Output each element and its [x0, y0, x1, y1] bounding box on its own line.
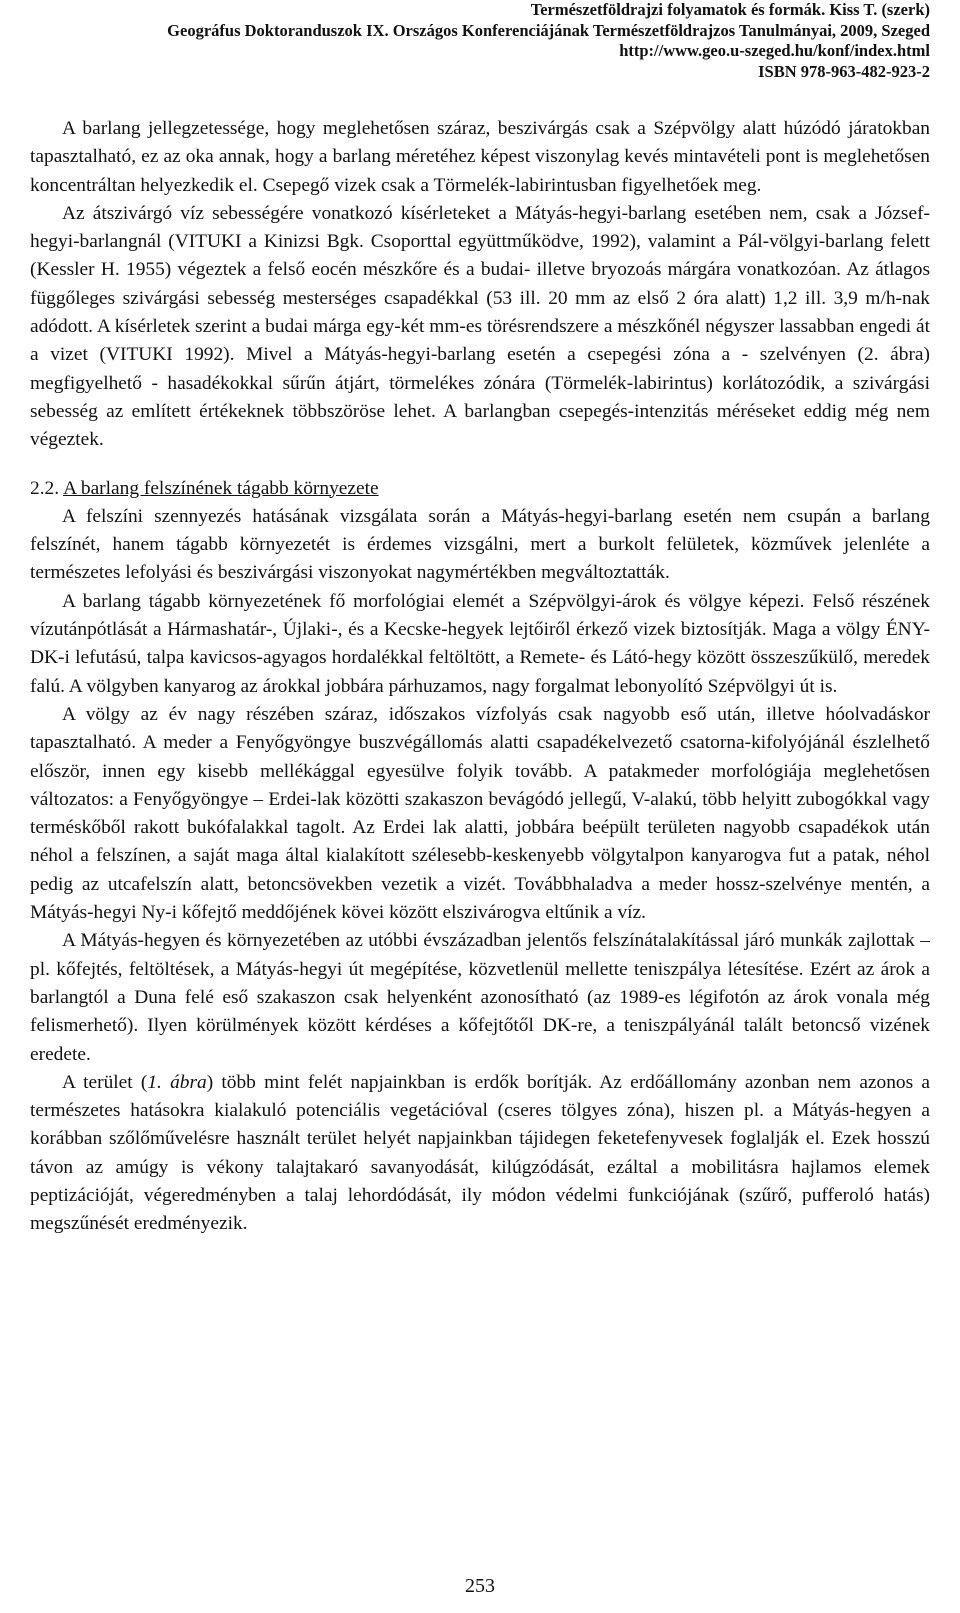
paragraph: A felszíni szennyezés hatásának vizsgálata során a Mátyás-hegyi-barlang esetén nem csupán a barlang felszínét, hanem tágabb környezetét is érdemes vizsgálni, mert a burkolt felületek, közművek jelenléte a természetes lefolyási és beszivárgási viszonyokat nagymértékben megváltoztatták. — [30, 505, 930, 584]
header-isbn: ISBN 978-963-482-923-2 — [758, 61, 930, 81]
header-url[interactable]: http://www.geo.u-szeged.hu/konf/index.html — [619, 41, 930, 60]
section-title: A barlang felszínének tágabb környezete — [63, 477, 379, 499]
page-number: 253 — [465, 1575, 495, 1597]
paragraph: A Mátyás-hegyen és környezetében az utóbbi évszázadban jelentős felszínátalakítással járó munkák zajlottak – pl. kőfejtés, feltöltések, a Mátyás-hegyi út megépítése, közvetlenül mellette teniszpálya létesítése. Ezért az árok a barlangtól a Duna felé eső szakaszon csak helyenként azonosítható (az 1989-es légifotón az árok vonala még felismerhető). Ilyen körülmények között kérdéses a kőfejtőtől DK-re, a teniszpályánál talált betoncső vizének eredete. — [30, 930, 930, 1065]
figure-reference: 1. ábra — [147, 1071, 207, 1093]
paragraph-text: ) több mint felét napjainkban is erdők borítják. Az erdőállomány azonban nem azonos a természetes hatásokra kialakuló potenciális vegetációval (cseres tölgyes zóna), hiszen pl. a Mátyás-hegyen a korábban szőlőművelésre használt terület helyét napjainkban tájidegen feketefenyvesek foglalják el. Ezek hosszú távon az amúgy is vékony talajtakaró savanyodását, kilúgzódását, ezáltal a mobilitásra hajlamos elemek peptizációját, végeredményben a talaj lehordódását, ily módon védelmi funkciójának (szűrő, pufferoló hatás) megszűnését eredményezik. — [30, 1071, 930, 1235]
section-number: 2.2. — [30, 477, 60, 499]
page-header — [167, 0, 930, 82]
section-heading — [30, 475, 930, 503]
paragraph-text: A terület ( — [62, 1071, 148, 1093]
header-book-title: Természetföldrajzi folyamatok és formák. Kiss T. (szerk) — [530, 0, 930, 19]
body-text — [30, 115, 930, 1239]
header-conference: Geográfus Doktoranduszok IX. Országos Konferenciájának Természetföldrajzos Tanulmányai, 2009, Szeged — [167, 20, 930, 40]
paragraph: A barlang tágabb környezetének fő morfológiai elemét a Szépvölgyi-árok és völgye képezi. Felső részének vízutánpótlását a Hármashatár-, Újlaki-, és a Kecske-hegyek lejtőiről érkező vizek biztosítják. Maga a völgy ÉNY-DK-i lefutású, talpa kavicsos-agyagos hordalékkal feltöltött, a Remete- és Látó-hegy között összeszűkülő, meredek falú. A völgyben kanyarog az árokkal jobbára párhuzamos, nagy forgalmat lebonyolító Szépvölgyi út is. — [30, 590, 930, 697]
paragraph: Az átszivárgó víz sebességére vonatkozó kísérleteket a Mátyás-hegyi-barlang esetében nem, csak a József-hegyi-barlangnál (VITUKI a Kinizsi Bgk. Csoporttal együttműködve, 1992), valamint a Pál-völgyi-barlang felett (Kessler H. 1955) végeztek a felső eocén mészkőre és a budai- illetve bryozoás márgára vonatkozóan. Az átlagos függőleges szivárgási sebesség mesterséges csapadékkal (53 ill. 20 mm az első 2 óra alatt) 1,2 ill. 3,9 m/h-nak adódott. A kísérletek szerint a budai márga egy-két mm-es törésrendszere a mészkőnél négyszer lassabban engedi át a vizet (VITUKI 1992). Mivel a Mátyás-hegyi-barlang esetén a csepegési zóna a - szelvényen (2. ábra) megfigyelhető - hasadékokkal sűrűn átjárt, törmelékes zónára (Törmelék-labirintus) korlátozódik, a szivárgási sebesség az említett értékeknek többszöröse lehet. A barlangban csepegés-intenzitás méréseket eddig még nem végeztek. — [30, 202, 930, 451]
paragraph: A völgy az év nagy részében száraz, időszakos vízfolyás csak nagyobb eső után, illetve hóolvadáskor tapasztalható. A meder a Fenyőgyöngye buszvégállomás alatti csapadékelvezető csatorna-kifolyójánál észlelhető először, innen egy kisebb mellékággal egyesülve folyik tovább. A patakmeder morfológiája meglehetősen változatos: a Fenyőgyöngye – Erdei-lak közötti szakaszon bevágódó jellegű, V-alakú, több helyitt zubogókkal vagy terméskőből rakott bukófalakkal tagolt. Az Erdei lak alatti, jobbára beépült területen nagyobb csapadékok után néhol a felszínen, a saját maga által kialakított szélesebb-keskenyebb völgytalpon kanyarogva fut a patak, néhol pedig az utcafelszín alatt, betoncsövekben vezetik a vizét. Továbbhaladva a meder hossz-szelvénye mentén, a Mátyás-hegyi Ny-i kőfejtő meddőjének kövei között elszivárogva eltűnik a víz. — [30, 703, 930, 924]
paragraph — [30, 1069, 930, 1239]
paragraph: A barlang jellegzetessége, hogy meglehetősen száraz, beszivárgás csak a Szépvölgy alatt húzódó járatokban tapasztalható, ez az oka annak, hogy a barlang méretéhez képest viszonylag kevés mintavételi pont is meglehetősen koncentráltan helyezkedik el. Csepegő vizek csak a Törmelék-labirintusban figyelhetőek meg. — [30, 118, 930, 196]
